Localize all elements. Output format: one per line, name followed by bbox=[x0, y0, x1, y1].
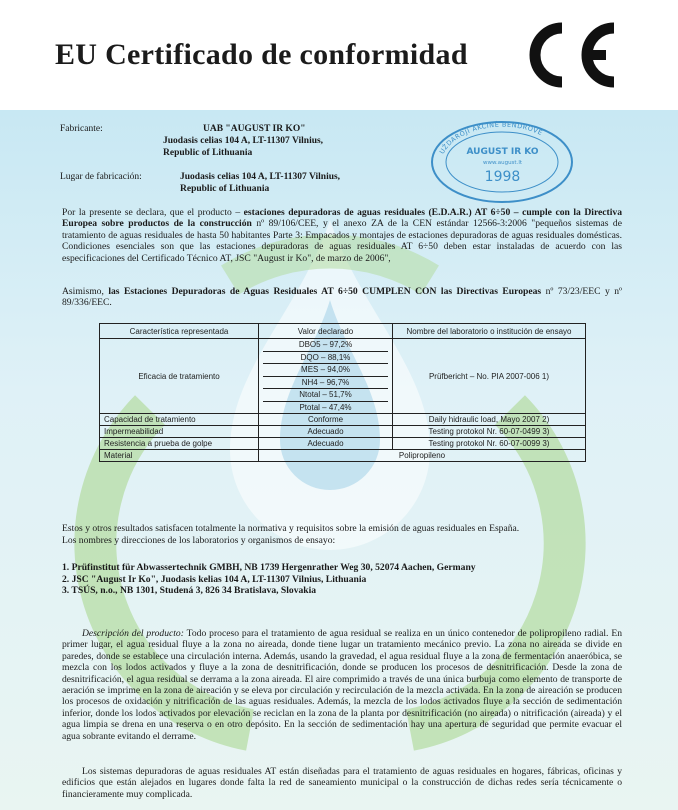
efficacy-lab: Prüfbericht – No. PIA 2007-006 1) bbox=[393, 339, 586, 414]
laboratories-list bbox=[62, 562, 476, 597]
directives-text-a: Asimismo, bbox=[62, 286, 109, 297]
list-item: 2. JSC "August Ir Ko", Juodasis kelias 104 A, LT-11307 Vilnius, Lithuania bbox=[62, 573, 367, 585]
directives-text-c: nº 73/23/EEC y nº 89/336/EEC. bbox=[62, 286, 622, 309]
place-address: Juodasis celias 104 A, LT-11307 Vilnius, bbox=[180, 172, 341, 182]
material-label: Material bbox=[100, 450, 259, 462]
stamp-name: AUGUST IR KO bbox=[466, 147, 539, 157]
table-row bbox=[100, 426, 586, 438]
table-header-cell: Valor declarado bbox=[259, 324, 393, 339]
manufacturer-address: Juodasis celias 104 A, LT-11307 Vilnius, bbox=[163, 136, 324, 146]
results-line-1: Estos y otros resultados satisfacen totalmente la normativa y requisitos sobre la emisión de aguas residuales en España. bbox=[62, 523, 520, 534]
efficacy-label: Eficacia de tratamiento bbox=[100, 339, 259, 414]
table-cell: Conforme bbox=[259, 414, 393, 426]
efficacy-value: DQO – 88,1% bbox=[263, 352, 388, 365]
efficacy-values bbox=[259, 339, 393, 414]
stamp-url: www.august.lt bbox=[482, 160, 523, 166]
table-row bbox=[100, 414, 586, 426]
manufacturer-country: Republic of Lithuania bbox=[163, 148, 253, 158]
table-cell: Adecuado bbox=[259, 438, 393, 450]
efficacy-value: MES – 94,0% bbox=[263, 364, 388, 377]
table-cell: Impermeabilidad bbox=[100, 426, 259, 438]
company-stamp-icon bbox=[425, 115, 580, 210]
table-header-cell: Característica representada bbox=[100, 324, 259, 339]
characteristics-table bbox=[99, 323, 586, 462]
table-row bbox=[100, 339, 586, 414]
table-cell: Resistencia a prueba de golpe bbox=[100, 438, 259, 450]
header-band bbox=[0, 0, 678, 110]
directives-text-b: las Estaciones Depuradoras de Aguas Residuales AT 6÷50 CUMPLEN CON las Directivas Europeas bbox=[108, 286, 542, 297]
place-label: Lugar de fabricación: bbox=[60, 172, 142, 182]
ce-mark-icon bbox=[512, 20, 622, 90]
declaration-paragraph bbox=[62, 207, 622, 264]
declaration-text-a: Por la presente se declara, que el producto – bbox=[62, 207, 244, 218]
list-item: 3. TSÚS, n.o., NB 1301, Studená 3, 826 34 Bratislava, Slovakia bbox=[62, 585, 317, 596]
table-header-cell: Nombre del laboratorio o institución de ensayo bbox=[393, 324, 586, 339]
table-cell: Daily hidraulic load, Mayo 2007 2) bbox=[393, 414, 586, 426]
results-line-2: Los nombres y direcciones de los laboratorios y organismos de ensayo: bbox=[62, 535, 336, 546]
description-body: Todo proceso para el tratamiento de agua residual se realiza en un único contenedor de polipropileno radial. En primer lugar, el agua residual fluye a la zona no aireada, donde tiene lugar un tratamiento mecánico previo. La zona no aireada se divide en paredes, donde se establece una circulación interna. Además, usando la gravedad, el agua residual fluye a la zona de fermentación anaeróbica, se mezcla con los lodos activados y fluye a la zona de desnitrificación, donde se producen los procesos de desnitrificación. Desde la zona de desnitrificación, el agua residual se derrama a la zona aireada. El aire comprimido a través de una única burbuja como elemento de transporte de aeración se imprime en la zona de aireación y se eleva por circulación y recirculación de la mezcla activada. En la zona de aireación se producen los procesos de oxidación y nitrificación de las aguas residuales. Además, la mezcla de los lodos activados fluye a la sección de sedimentación inferior, donde los lodos activados por elevación se reciclan en la zona de la planta por desnitrificación (no aireada) o nitrificación (aireada) y el agua limpia se drena en una reserva o en otro depósito. En la sección de sedimentación hay una apertura de seguridad que permite evacuar el agua sobrante evitando el derrame. bbox=[62, 628, 623, 742]
table-cell: Testing protokol Nr. 60-07-0099 3) bbox=[393, 438, 586, 450]
stamp-year: 1998 bbox=[484, 169, 521, 185]
place-country: Republic of Lithuania bbox=[180, 184, 270, 194]
description-paragraph bbox=[62, 628, 622, 742]
table-cell: Testing protokol Nr. 60-07-0499 3) bbox=[393, 426, 586, 438]
page-title: EU Certificado de conformidad bbox=[55, 38, 468, 71]
list-item: 1. Prüfinstitut für Abwassertechnik GMBH, NB 1739 Hergenrather Weg 30, 52074 Aachen, Germany bbox=[62, 562, 476, 573]
efficacy-value: Ntotal – 51,7% bbox=[263, 389, 388, 402]
description-lead: Descripción del producto: bbox=[82, 628, 184, 639]
efficacy-value: NH4 – 96,7% bbox=[263, 377, 388, 390]
manufacturer-label: Fabricante: bbox=[60, 124, 103, 134]
closing-paragraph: Los sistemas depuradoras de aguas residuales AT están diseñadas para el tratamiento de aguas residuales en hogares, fábricas, oficinas y edificios que están alejados en lugares donde falta la red de saneamiento municipal o la construcción de dichas redes sería técnicamente o financieramente muy complicada. bbox=[62, 766, 622, 800]
declaration-text-c: nº 89/106/CEE, y el anexo ZA de la CEN estándar 12566-3:2006 "pequeños sistemas de tratamiento de aguas residuales de hasta 50 habitantes Parte 3: Empacados y montajes de estaciones depuradoras de aguas residuales domésticas. Condiciones esenciales son que las estaciones depuradoras de aguas residuales AT 6÷50 deben estar instaladas de acuerdo con las especificaciones del Certificado Técnico AT, JSC "August ir Ko", de marzo de 2006", bbox=[62, 218, 622, 264]
table-header-row bbox=[100, 324, 586, 339]
table-row bbox=[100, 438, 586, 450]
efficacy-value: Ptotal – 47,4% bbox=[299, 402, 352, 412]
efficacy-value: DBO5 – 97,2% bbox=[263, 339, 388, 352]
table-cell: Capacidad de tratamiento bbox=[100, 414, 259, 426]
table-row bbox=[100, 450, 586, 462]
stamp-top-text: UŽDAROJI AKCINĖ BENDROVĖ bbox=[437, 120, 544, 156]
material-value: Polipropileno bbox=[259, 450, 586, 462]
directives-paragraph bbox=[62, 286, 622, 309]
manufacturer-name: UAB "AUGUST IR KO" bbox=[203, 124, 306, 134]
declaration-text-b: estaciones depuradoras de aguas residuales (E.D.A.R.) AT 6÷50 – cumple con la Directiva Europea sobre productos de la construcción bbox=[62, 207, 622, 230]
table-cell: Adecuado bbox=[259, 426, 393, 438]
